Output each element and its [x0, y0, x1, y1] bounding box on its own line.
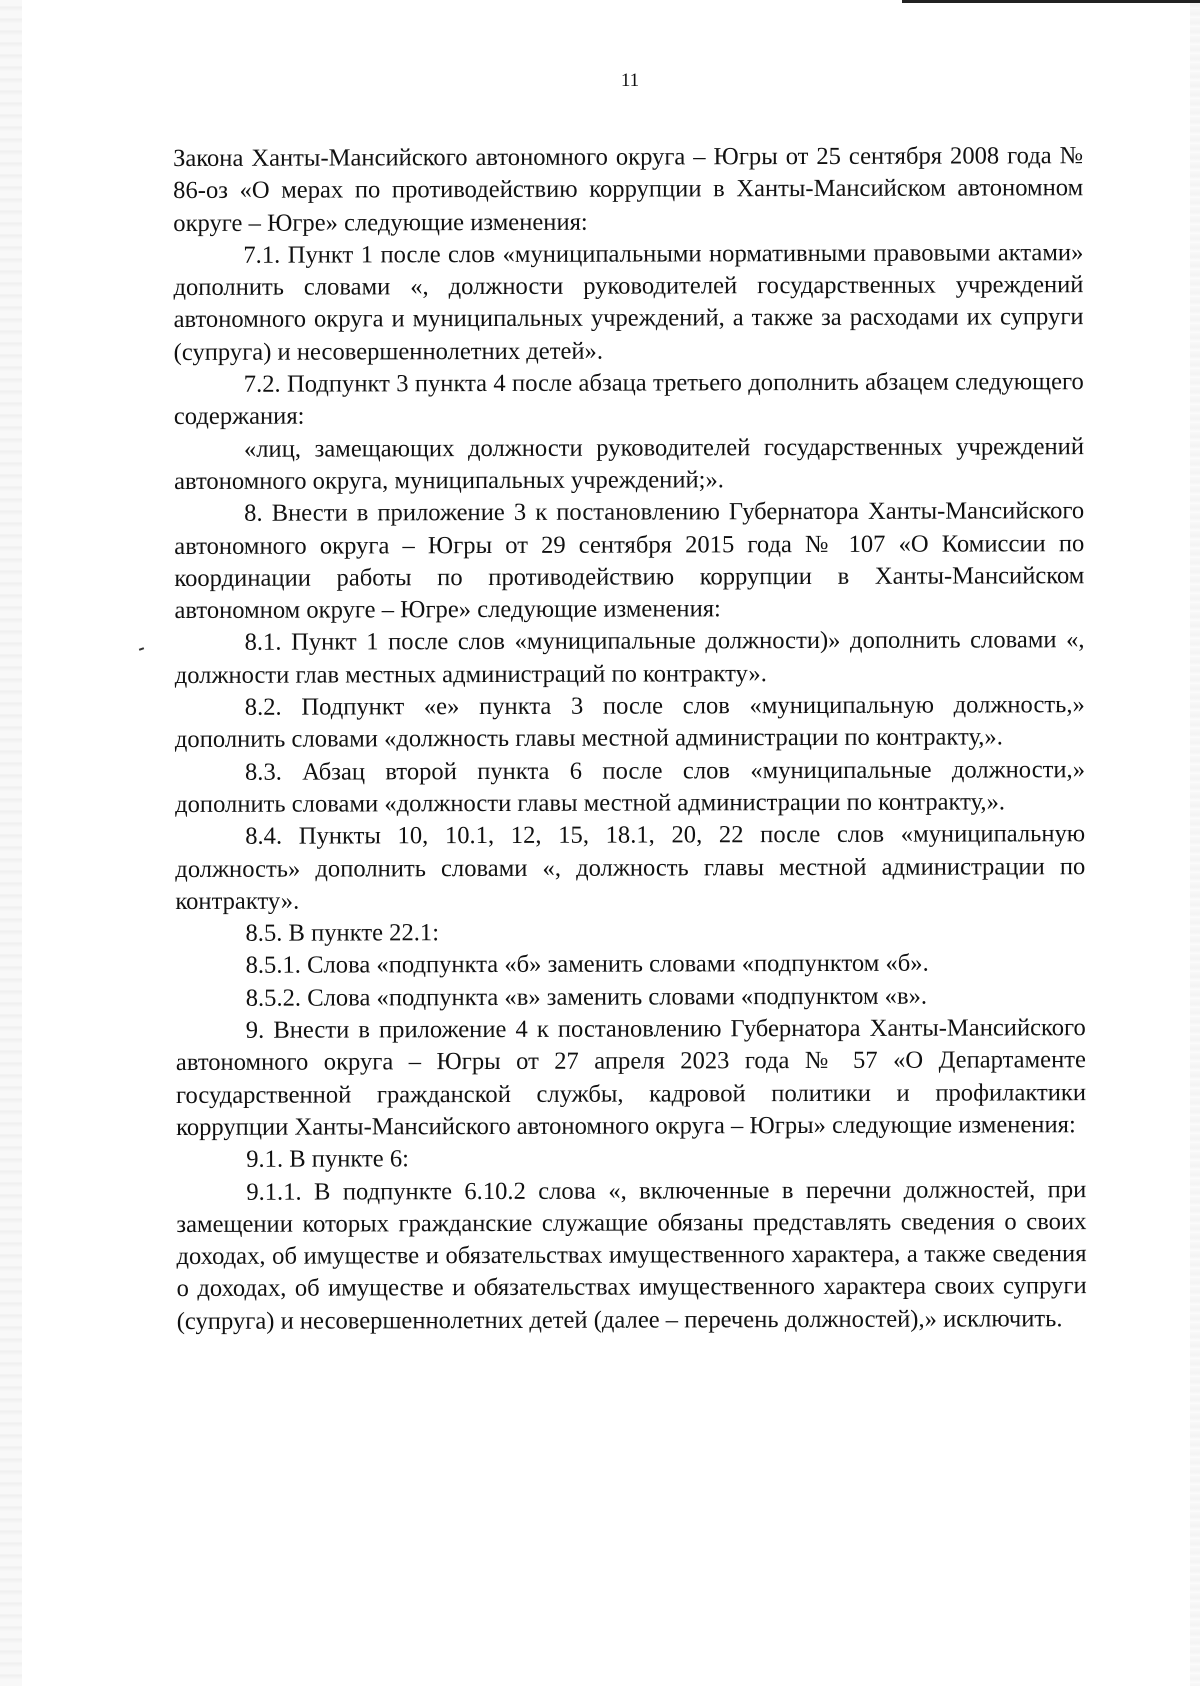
paragraph-8-5-1: 8.5.1. Слова «подпункта «б» заменить словами «подпунктом «б».: [245, 950, 929, 980]
paragraph-8-5: 8.5. В пункте 22.1:: [245, 919, 440, 947]
paragraph-8-4: 8.4. Пункты 10, 10.1, 12, 15, 18.1, 20, 22 после слов «муниципальную должность» дополнить словами «, должность главы местной администрации по контракту».: [175, 820, 1086, 915]
paragraph-7-2-quote: «лиц, замещающих должности руководителей государственных учреждений автономного округа, муниципальных учреждений;».: [174, 432, 1084, 495]
scan-edge-left: [0, 0, 22, 1686]
paragraph-8-1: 8.1. Пункт 1 после слов «муниципальные должности)» дополнить словами «, должности глав местных администраций по контракту».: [174, 626, 1085, 689]
paragraph-8-3: 8.3. Абзац второй пункта 6 после слов «муниципальные должности,» дополнить словами «должности главы местной администрации по контракту,».: [175, 755, 1086, 818]
page-number: 11: [620, 70, 640, 91]
paragraph-8-5-2: 8.5.2. Слова «подпункта «в» заменить словами «подпунктом «в».: [245, 982, 928, 1012]
paragraph-7-1: 7.1. Пункт 1 после слов «муниципальными нормативными правовыми актами» дополнить словами «, должности руководителей государственных учреждений автономного округа и муниципальных учреждений, а также за расходами их супруги (супруга) и несовершеннолетних детей».: [173, 239, 1084, 366]
paragraph-law-continuation: Закона Ханты-Мансийского автономного округа – Югры от 25 сентября 2008 года № 86-оз «О мерах по противодействию коррупции в Ханты-Мансийском автономном округе – Югре» следующие изменения:: [173, 142, 1084, 237]
top-rule: [902, 0, 1200, 3]
scan-edge-right: [1190, 0, 1200, 1686]
paragraph-9-1: 9.1. В пункте 6:: [246, 1145, 410, 1173]
paragraph-8-2: 8.2. Подпункт «е» пункта 3 после слов «муниципальную должность,» дополнить словами «должность главы местной администрации по контракту,».: [174, 691, 1085, 754]
paragraph-9: 9. Внести в приложение 4 к постановлению Губернатора Ханты-Мансийского автономного округа – Югры от 27 апреля 2023 года № 57 «О Департаменте государственной гражданской службы, кадровой политики и профилактики коррупции Ханты-Мансийского автономного округа – Югры» следующие изменения:: [175, 1014, 1087, 1141]
paragraph-7-2: 7.2. Подпункт 3 пункта 4 после абзаца третьего дополнить абзацем следующего содержания:: [173, 368, 1084, 431]
body-text: [173, 140, 1087, 1338]
stray-mark: [139, 647, 144, 651]
paragraph-9-1-1: 9.1.1. В подпункте 6.10.2 слова «, включенные в перечни должностей, при замещении которых гражданские служащие обязаны представлять сведения о своих доходах, об имуществе и обязательствах имущественного характера, а также сведения о доходах, об имуществе и обязательствах имущественного характера своих супруги (супруга) и несовершеннолетних детей (далее – перечень должностей),» исключить.: [176, 1175, 1087, 1335]
paragraph-8: 8. Внести в приложение 3 к постановлению Губернатора Ханты-Мансийского автономного округа – Югры от 29 сентября 2015 года № 107 «О Комиссии по координации работы по противодействию коррупции в Ханты-Мансийском автономном округе – Югре» следующие изменения:: [174, 497, 1085, 625]
